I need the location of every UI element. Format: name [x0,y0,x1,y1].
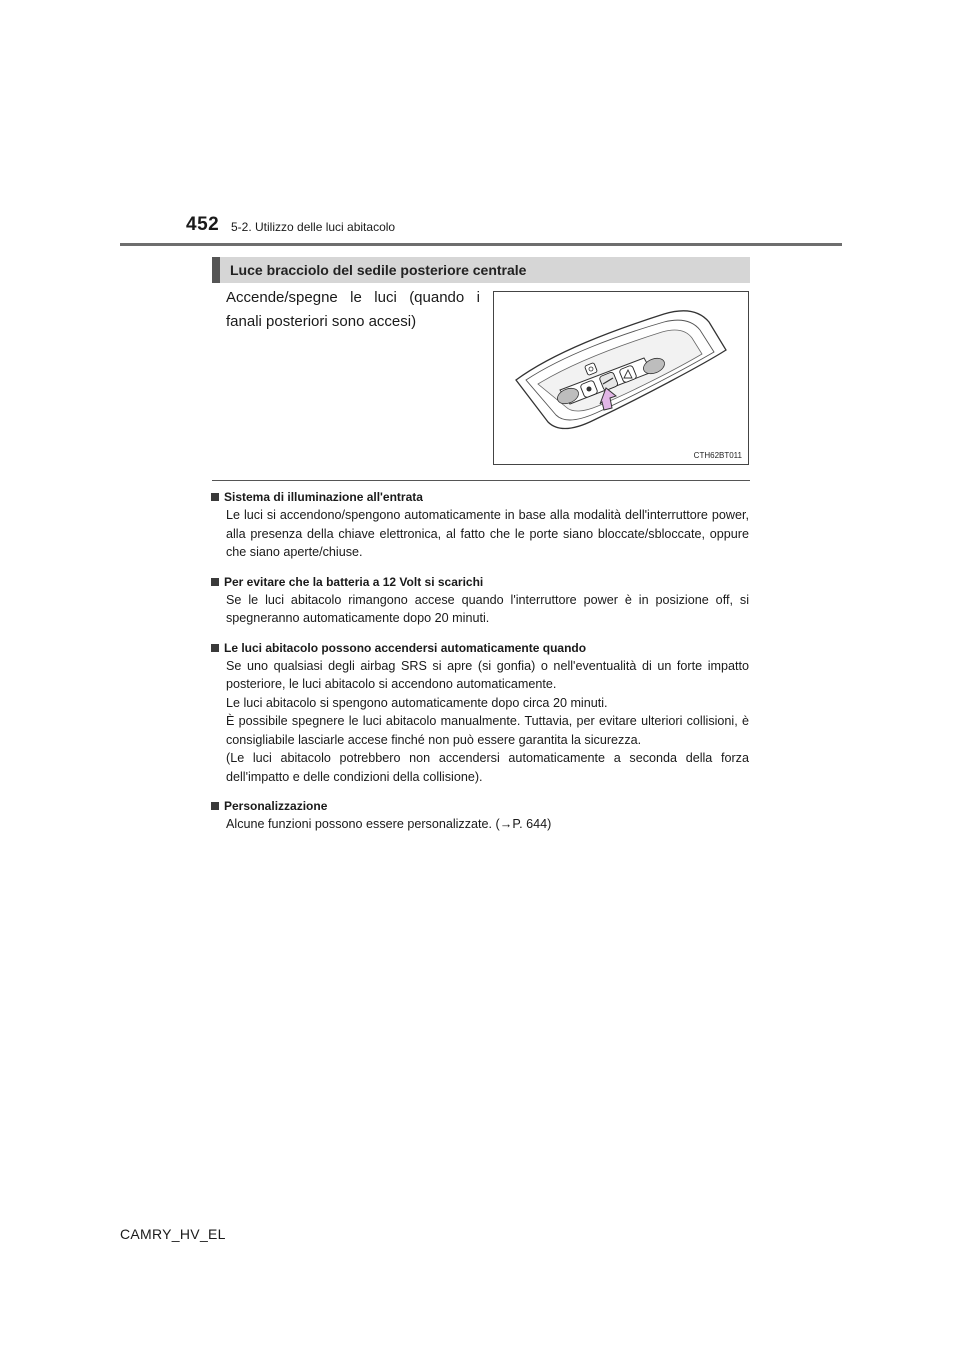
armrest-light-illustration [494,292,748,464]
note-heading-text: Sistema di illuminazione all'entrata [224,490,423,504]
armrest-light-figure [493,291,749,465]
note-body [226,506,749,562]
note-body [226,657,749,787]
note-paragraph: Se uno qualsiasi degli airbag SRS si apre (si gonfia) o nell'eventualità di un forte impatto posteriore, le luci abitacolo si accendono automaticamente. [226,658,749,691]
note-entrance-lighting [211,488,749,562]
square-bullet-icon [211,493,219,501]
section-title-bar [212,257,750,283]
note-paragraph: È possibile spegnere le luci abitacolo manualmente. Tuttavia, per evitare ulteriori collisioni, è consigliabile lasciarle accese finché non può essere garantita la sicurezza. [226,714,749,747]
note-paragraph: (Le luci abitacolo potrebbero non accendersi automaticamente a seconda della forza dell'impatto e delle condizioni della collisione). [226,751,749,784]
square-bullet-icon [211,802,219,810]
note-heading-text: Personalizzazione [224,799,328,813]
square-bullet-icon [211,578,219,586]
footer-code: CAMRY_HV_EL [120,1226,226,1242]
note-heading-text: Per evitare che la batteria a 12 Volt si scarichi [224,574,484,589]
section-reference: 5-2. Utilizzo delle luci abitacolo [231,220,396,234]
note-heading [211,573,749,591]
note-heading [211,797,749,815]
note-battery-discharge [211,573,749,628]
note-paragraph: Se le luci abitacolo rimangono accese quando l'interruttore power è in posizione off, si spegneranno automaticamente dopo 20 minuti. [226,592,749,625]
note-paragraph: Le luci si accendono/spengono automaticamente in base alla modalità dell'interruttore power, alla presenza della chiave elettronica, al fatto che le porte siano bloccate/sbloccate, oppure che siano aperte/chiuse. [226,508,749,559]
notes-section [211,488,749,845]
page-reference-link[interactable]: Alcune funzioni possono essere personalizzate. (→P. 644) [226,817,552,831]
note-heading [211,488,749,506]
note-automatic-lights [211,639,749,787]
separator-rule [212,480,750,481]
note-paragraph: Le luci abitacolo si spengono automaticamente dopo circa 20 minuti. [226,695,608,710]
figure-code: CTH62BT011 [693,451,742,460]
intro-text: Accende/spegne le luci (quando i fanali posteriori sono accesi) [226,289,480,330]
square-bullet-icon [211,644,219,652]
header-rule [120,243,842,246]
note-body [226,815,749,834]
section-title: Luce bracciolo del sedile posteriore centrale [230,262,527,278]
note-heading [211,639,749,657]
note-body [226,591,749,628]
note-heading-text: Le luci abitacolo possono accendersi automaticamente quando [224,640,587,655]
page-number: 452 [186,214,220,235]
note-customization [211,797,749,834]
